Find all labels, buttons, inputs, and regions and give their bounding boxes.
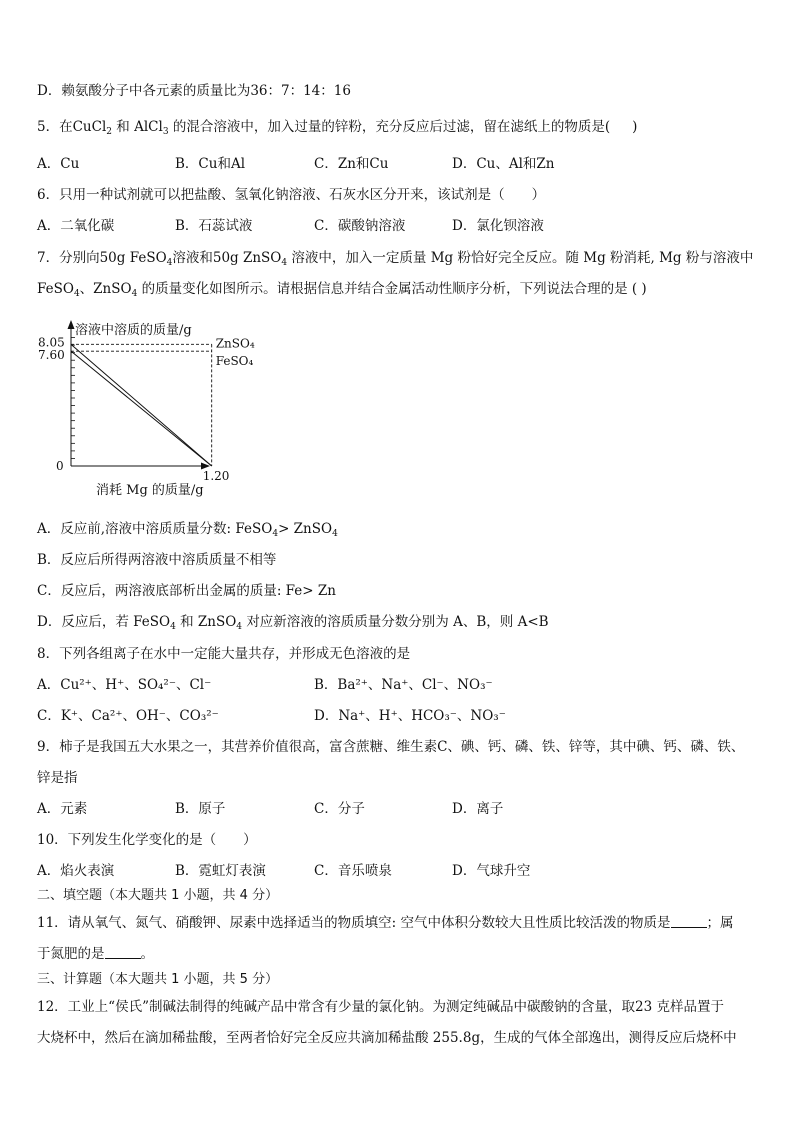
y-tick-label: 7.60: [38, 348, 65, 363]
y-axis-arrow: [68, 320, 75, 329]
y-tick-label: 8.05: [38, 335, 65, 350]
q5-stem: 5．在CuCl$_2$ 和 AlCl$_3$ 的混合溶液中，加入过量的锌粉，充分反应后过滤，留在滤纸上的物质是( ): [37, 119, 638, 137]
q6-option-b: B．石蕊试液: [175, 218, 253, 234]
q8-option-d: D．Na⁺、H⁺、HCO₃⁻、NO₃⁻: [314, 708, 506, 724]
q10-option-b: B．霓虹灯表演: [175, 863, 266, 879]
q6-stem: 6．只用一种试剂就可以把盐酸、氢氧化钠溶液、石灰水区分开来，该试剂是（ ）: [37, 187, 546, 203]
q7-option-d: D．反应后，若 FeSO$_4$ 和 ZnSO$_4$ 对应新溶液的溶质质量分数分别为 A、B，则 A<B: [37, 614, 549, 632]
q6-option-d: D．氯化钡溶液: [452, 218, 544, 234]
q6-option-a: A．二氧化碳: [37, 218, 115, 234]
q6-option-c: C．碳酸钠溶液: [314, 218, 406, 234]
x-axis-title: 消耗 Mg 的质量/g: [96, 483, 204, 498]
q5-option-b: B．Cu和Al: [175, 156, 246, 172]
q4-option-d: D．赖氨酸分子中各元素的质量比为36：7：14：16: [37, 83, 351, 99]
series-line-feso4: [71, 351, 212, 466]
q8-option-c: C．K⁺、Ca²⁺、OH⁻、CO₃²⁻: [37, 708, 219, 724]
q11-line1: 11．请从氧气、氮气、硝酸钾、尿素中选择适当的物质填空: 空气中体积分数较大且性质比较活泼的物质是 ；属: [37, 915, 734, 931]
q7-stem-line2: FeSO$_4$、ZnSO$_4$ 的质量变化如图所示。请根据信息并结合金属活动性顺序分析，下列说法合理的是 ( ): [37, 281, 647, 299]
q8-option-b: B．Ba²⁺、Na⁺、Cl⁻、NO₃⁻: [314, 677, 493, 693]
q7-option-c: C．反应后，两溶液底部析出金属的质量: Fe> Zn: [37, 583, 336, 599]
q8-stem: 8．下列各组离子在水中一定能大量共存，并形成无色溶液的是: [37, 646, 411, 662]
q9-option-b: B．原子: [175, 801, 226, 817]
y-axis-title: 溶液中溶质的质量/g: [75, 323, 192, 338]
origin-label: 0: [56, 459, 64, 473]
series-label-feso4: FeSO₄: [215, 354, 254, 369]
q10-option-a: A．焰火表演: [37, 863, 115, 879]
q9-stem-line1: 9．柿子是我国五大水果之一，其营养价值很高，富含蔗糖、维生素C、碘、钙、磷、铁、锌等，其中碘、钙、磷、铁、: [37, 739, 745, 755]
q12-line2: 大烧杯中，然后在滴加稀盐酸，至两者恰好完全反应共滴加稀盐酸 255.8g，生成的气体全部逸出，测得反应后烧杯中: [37, 1030, 737, 1046]
q7-stem-line1: 7．分别向50g FeSO$_4$溶液和50g ZnSO$_4$ 溶液中，加入一定质量 Mg 粉恰好完全反应。随 Mg 粉消耗, Mg 粉与溶液中: [37, 250, 754, 268]
q7-chart: [30, 318, 255, 498]
q5-option-c: C．Zn和Cu: [314, 156, 389, 172]
q9-option-d: D．离子: [452, 801, 504, 817]
q9-stem-line2: 锌是指: [37, 770, 78, 786]
q7-option-a: A．反应前,溶液中溶质质量分数: FeSO$_4$> ZnSO$_4$: [37, 521, 338, 539]
q11-blank-1[interactable]: [671, 915, 707, 928]
q5-option-a: A．Cu: [37, 156, 80, 172]
series-line-znso4: [71, 344, 212, 466]
q10-option-d: D．气球升空: [452, 863, 531, 879]
q10-option-c: C．音乐喷泉: [314, 863, 392, 879]
q8-option-a: A．Cu²⁺、H⁺、SO₄²⁻、Cl⁻: [37, 677, 212, 693]
q10-stem: 10．下列发生化学变化的是（ ）: [37, 832, 257, 848]
x-tick-label: 1.20: [202, 469, 230, 483]
q11-blank-2[interactable]: [105, 946, 141, 959]
q7-option-b: B．反应后所得两溶液中溶质质量不相等: [37, 552, 277, 568]
q9-option-a: A．元素: [37, 801, 88, 817]
q11-line2: 于氮肥的是 。: [37, 946, 154, 962]
q5-option-d: D．Cu、Al和Zn: [452, 156, 555, 172]
series-label-znso4: ZnSO₄: [215, 336, 255, 351]
section-3-heading: 三、计算题（本大题共 1 小题，共 5 分）: [37, 972, 279, 987]
section-2-heading: 二、填空题（本大题共 1 小题，共 4 分）: [37, 888, 279, 903]
q9-option-c: C．分子: [314, 801, 365, 817]
q12-line1: 12．工业上“侯氏”制碱法制得的纯碱产品中常含有少量的氯化钠。为测定纯碱品中碳酸钠的含量，取23 克样品置于: [37, 999, 724, 1015]
